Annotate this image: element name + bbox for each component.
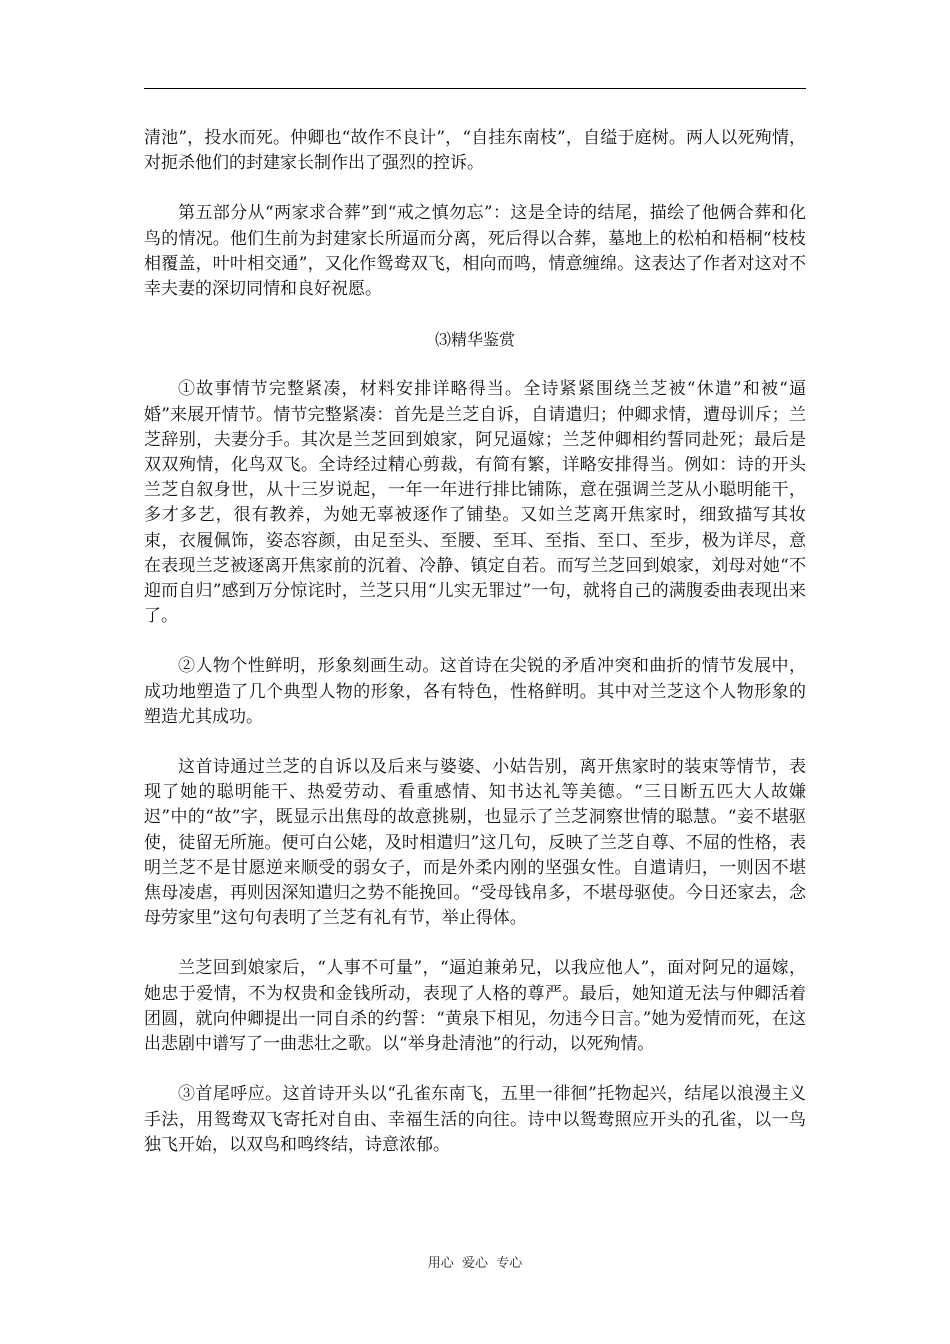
- paragraph-part-five: 第五部分从“两家求合葬”到“戒之慎勿忘”：这是全诗的结尾，描绘了他俩合葬和化鸟的情况。他们生前为封建家长所逼而分离，死后得以合葬，墓地上的松柏和梧桐“枝枝相覆盖，叶叶相交通”，又化作鸳鸯双飞，相向而鸣，情意缠绵。这表达了作者对这对不幸夫妻的深切同情和良好祝愿。: [144, 203, 806, 300]
- paragraph-characters: ②人物个性鲜明，形象刻画生动。这首诗在尖锐的矛盾冲突和曲折的情节发展中，成功地塑造了几个典型人物的形象，各有特色，性格鲜明。其中对兰芝这个人物形象的塑造尤其成功。: [144, 656, 806, 727]
- paragraph-plot: ①故事情节完整紧凑，材料安排详略得当。全诗紧紧围绕兰芝被“休遣”和被“逼婚”来展开情节。情节完整紧凑：首先是兰芝自诉，自请遣归；仲卿求情，遭母训斥；兰芝辞别，夫妻分手。其次是兰芝回到娘家，阿兄逼嫁；兰芝仲卿相约誓同赴死；最后是双双殉情，化鸟双飞。全诗经过精心剪裁，有简有繁，详略安排得当。例如：诗的开头兰芝自叙身世，从十三岁说起，一年一年进行排比铺陈，意在强调兰芝从小聪明能干，多才多艺，很有教养，为她无辜被逐作了铺垫。又如兰芝离开焦家时，细致描写其妆束，衣履佩饰，姿态容颜，由足至头、至腰、至耳、至指、至口、至步，极为详尽，意在表现兰芝被逐离开焦家前的沉着、冷静、镇定自若。而写兰芝回到娘家，刘母对她“不迎而自归”感到万分惊诧时，兰芝只用“儿实无罪过”一句，就将自己的满腹委曲表现出来了。: [144, 379, 806, 627]
- paragraph-continuation: 清池”，投水而死。仲卿也“故作不良计”，“自挂东南枝”，自缢于庭树。两人以死殉情，对扼杀他们的封建家长制作出了强烈的控诉。: [144, 128, 806, 174]
- paragraph-lanzhi-return: 兰芝回到娘家后，“人事不可量”，“逼迫兼弟兄，以我应他人”，面对阿兄的逼嫁，她忠于爱情，不为权贵和金钱所动，表现了人格的尊严。最后，她知道无法与仲卿活着团圆，就向仲卿提出一同自杀的约誓：“黄泉下相见，勿违今日言。”她为爱情而死，在这出悲剧中谱写了一曲悲壮之歌。以“举身赴清池”的行动，以死殉情。: [144, 958, 806, 1055]
- section-heading: ⑶精华鉴赏: [434, 330, 515, 350]
- document-body: [144, 126, 806, 1183]
- page-footer: 用心 爱心 专心: [427, 1256, 523, 1271]
- paragraph-lanzhi-traits: 这首诗通过兰芝的自诉以及后来与婆婆、小姑告别，离开焦家时的装束等情节，表现了她的聪明能干、热爱劳动、看重感情、知书达礼等美德。“三日断五匹大人故嫌迟”中的“故”字，既显示出焦母的故意挑剔，也显示了兰芝洞察世情的聪慧。“妾不堪驱使，徒留无所施。便可白公姥，及时相遣归”这几句，反映了兰芝自尊、不屈的性格，表明兰芝不是甘愿逆来顺受的弱女子，而是外柔内刚的坚强女性。自遣请归，一则因不堪焦母凌虐，再则因深知遣归之势不能挽回。“受母钱帛多，不堪母驱使。今日还家去，念母劳家里”这句句表明了兰芝有礼有节，举止得体。: [144, 757, 806, 929]
- header-rule: [144, 88, 806, 89]
- paragraph-structure: ③首尾呼应。这首诗开头以“孔雀东南飞，五里一徘徊”托物起兴，结尾以浪漫主义手法，用鸳鸯双飞寄托对自由、幸福生活的向往。诗中以鸳鸯照应开头的孔雀，以一鸟独飞开始，以双鸟和鸣终结，诗意浓郁。: [144, 1084, 806, 1155]
